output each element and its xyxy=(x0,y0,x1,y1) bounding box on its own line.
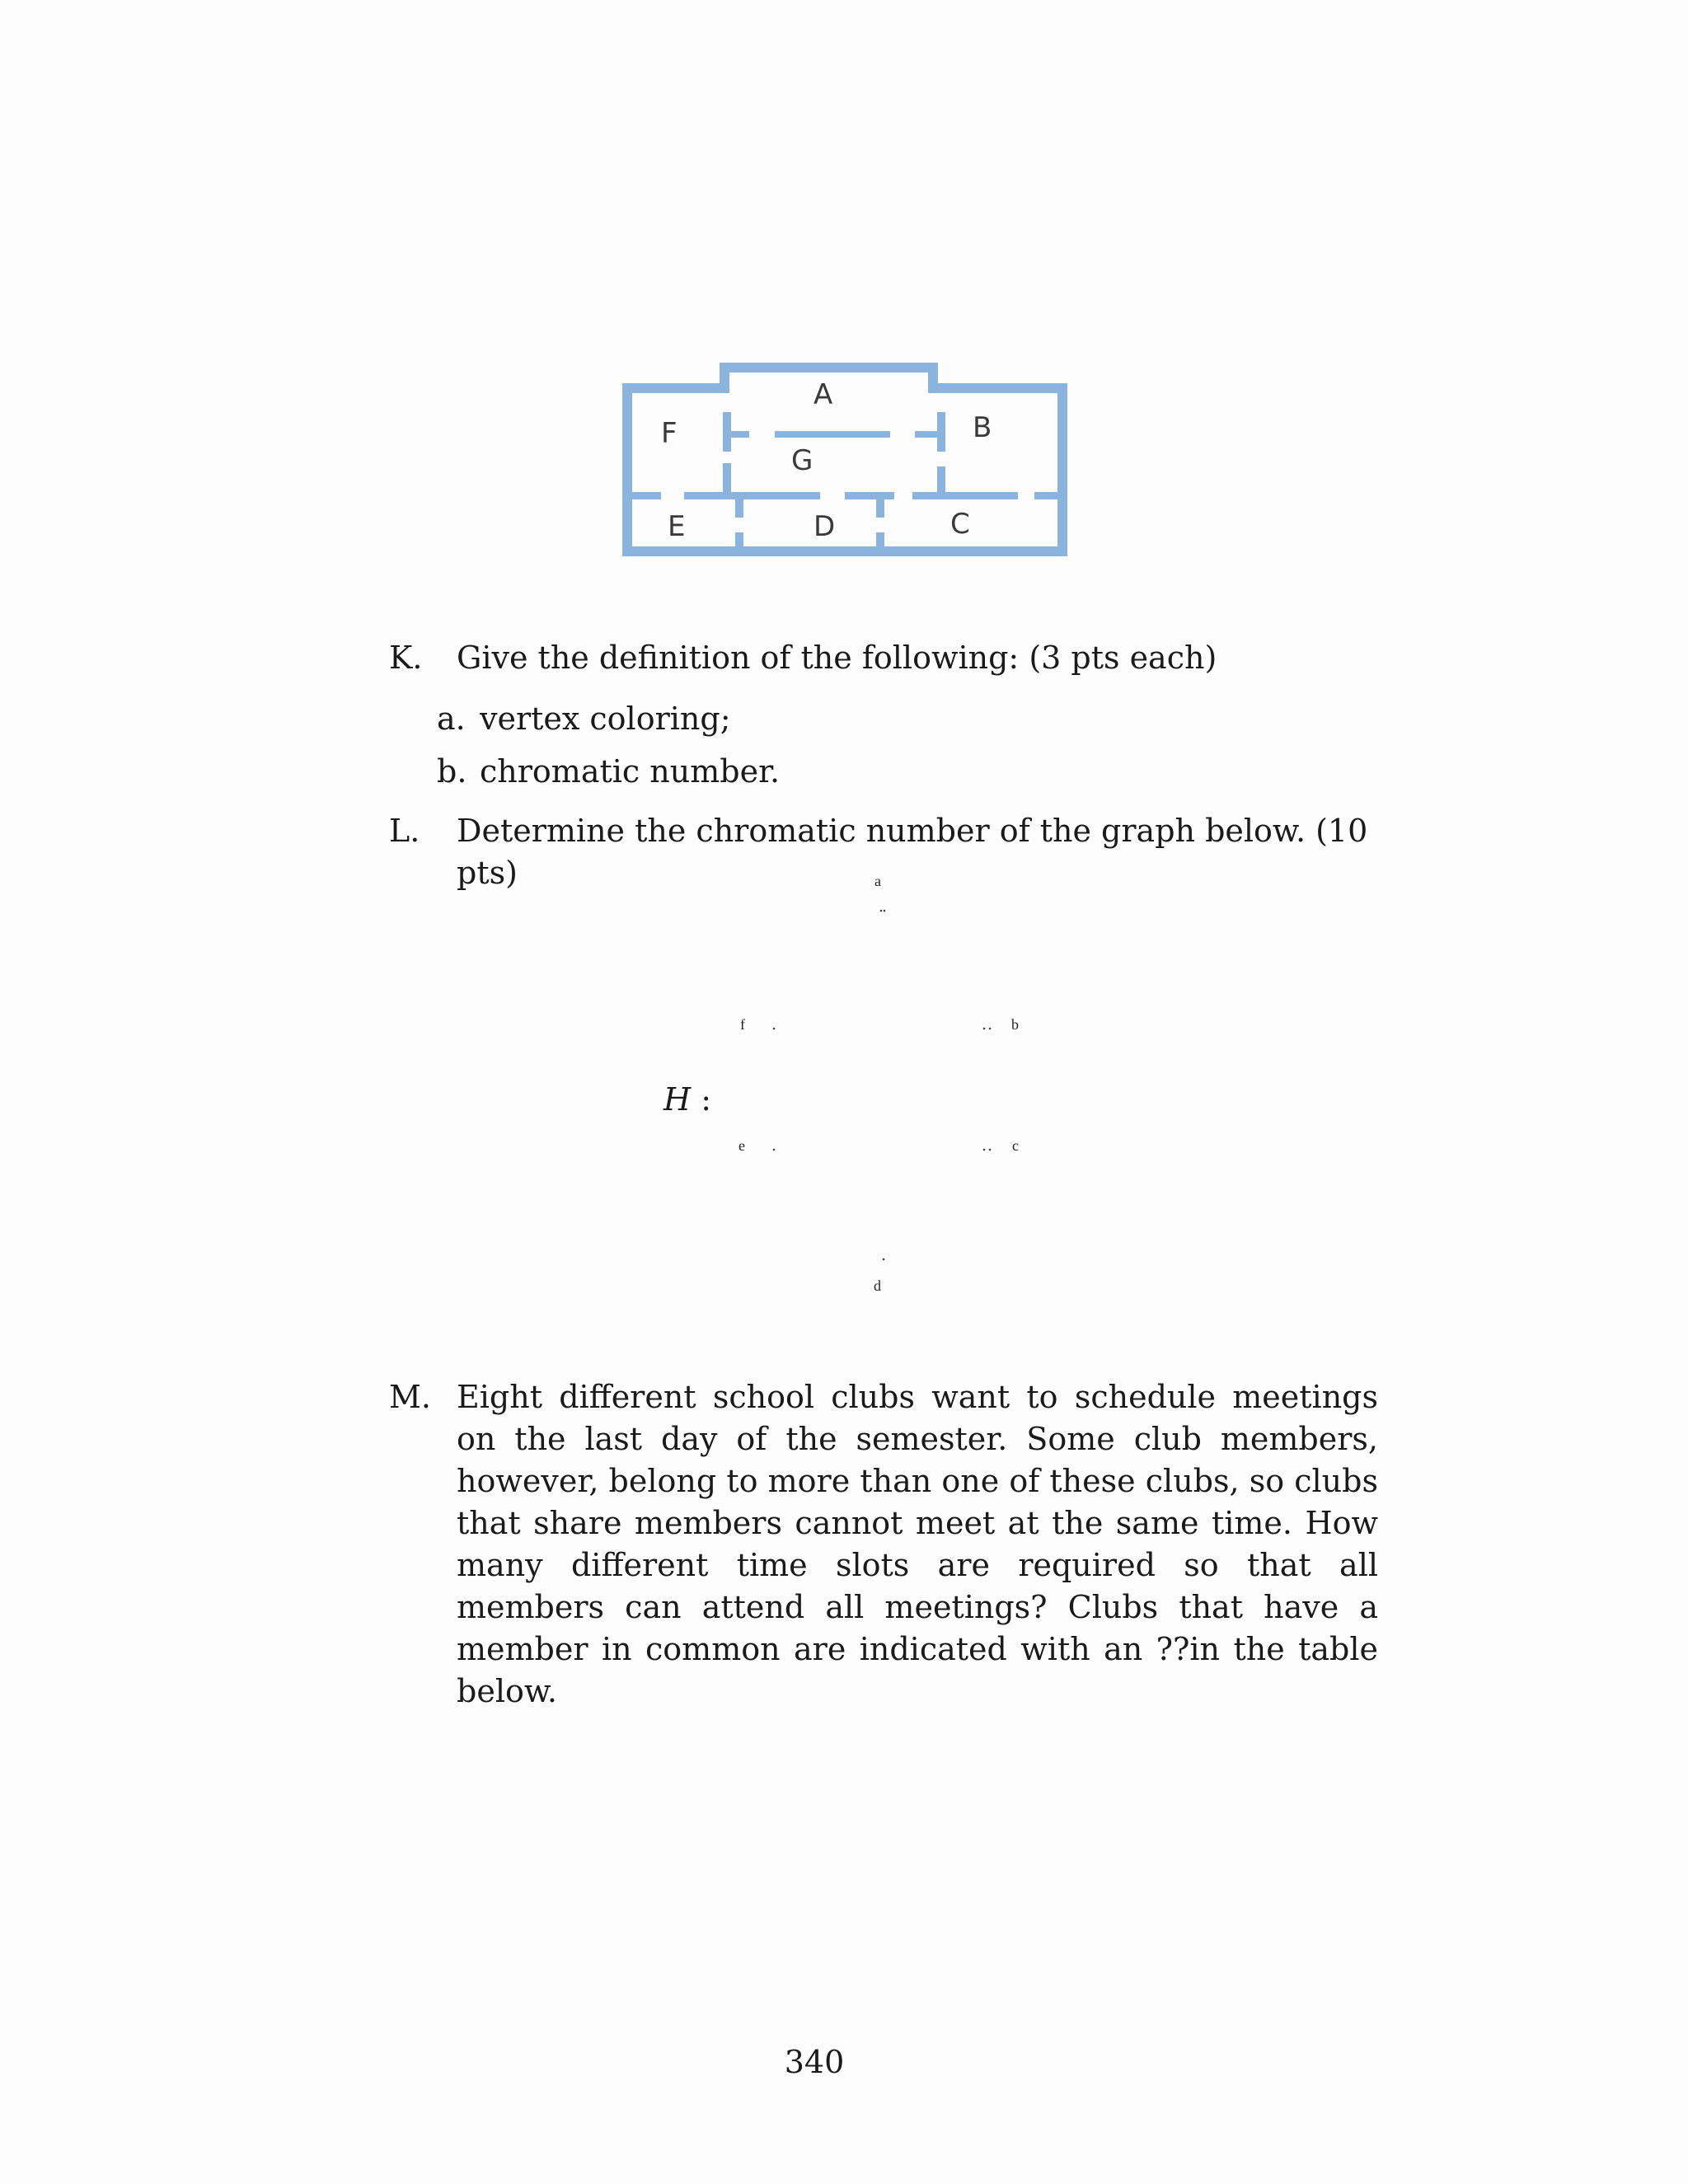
wall xyxy=(928,383,1067,393)
wall xyxy=(731,431,749,438)
floor-plan-figure xyxy=(622,363,1067,556)
room-label-a: A xyxy=(814,378,833,411)
wall xyxy=(720,363,938,373)
wall xyxy=(622,383,632,556)
vertex-e-dot xyxy=(773,1149,776,1151)
question-letter: M. xyxy=(389,1379,431,1415)
question-text: Determine the chromatic number of the graph below. (10 pts) xyxy=(457,813,1368,891)
vertex-b-dot xyxy=(983,1028,986,1030)
vertex-a-dot xyxy=(880,910,883,912)
wall xyxy=(1034,492,1057,499)
vertex-c-dot xyxy=(989,1149,992,1151)
question-letter: L. xyxy=(389,813,420,849)
graph-name-letter: H xyxy=(663,1081,692,1118)
wall xyxy=(632,492,661,499)
room-label-e: E xyxy=(668,510,686,543)
wall xyxy=(845,492,894,499)
room-label-b: B xyxy=(973,411,992,444)
wall xyxy=(684,492,820,499)
subitem-letter: b. xyxy=(437,753,467,790)
vertex-label-c: c xyxy=(1012,1137,1019,1154)
wall xyxy=(735,532,743,546)
subitem-a xyxy=(437,698,731,740)
question-letter: K. xyxy=(389,640,423,676)
vertex-c-dot xyxy=(983,1149,986,1151)
vertex-b-dot xyxy=(989,1028,992,1030)
question-text: Eight different school clubs want to schedule meetings on the last day of the semester. Some club members, however, belong to more than one of these clubs, so clubs that share members cannot meet at the same time. How many different time slots are required so that all members can attend all meetings? Clubs that have a member in common are indicated with an ??in the table below. xyxy=(457,1379,1378,1709)
subitem-text: chromatic number. xyxy=(480,753,781,790)
subitem-b xyxy=(437,751,780,793)
wall xyxy=(876,532,884,546)
graph-name-separator: : xyxy=(701,1081,712,1118)
subitem-text: vertex coloring; xyxy=(480,701,731,737)
vertex-label-a: a xyxy=(874,873,881,889)
wall xyxy=(937,412,945,452)
vertex-f-dot xyxy=(773,1028,776,1030)
wall xyxy=(876,499,884,518)
wall xyxy=(622,546,1067,556)
wall xyxy=(723,412,731,452)
wall xyxy=(622,383,729,393)
wall xyxy=(915,431,937,438)
vertex-a-dot xyxy=(884,910,886,912)
wall xyxy=(1057,383,1067,556)
room-label-d: D xyxy=(814,510,836,543)
room-label-c: C xyxy=(950,508,970,541)
wall xyxy=(912,492,1018,499)
vertex-label-b: b xyxy=(1011,1016,1019,1033)
vertex-label-f: f xyxy=(740,1016,745,1033)
wall xyxy=(735,499,743,518)
wall xyxy=(775,431,890,438)
page-number: 340 xyxy=(784,2044,845,2080)
vertex-label-d: d xyxy=(874,1277,881,1294)
vertex-d-dot xyxy=(883,1258,885,1261)
vertex-label-e: e xyxy=(738,1137,745,1154)
room-label-f: F xyxy=(661,417,678,450)
question-text: Give the definition of the following: (3 pts each) xyxy=(457,640,1217,676)
subitem-letter: a. xyxy=(437,701,466,737)
room-label-g: G xyxy=(791,444,814,477)
graph-name xyxy=(663,1081,711,1118)
